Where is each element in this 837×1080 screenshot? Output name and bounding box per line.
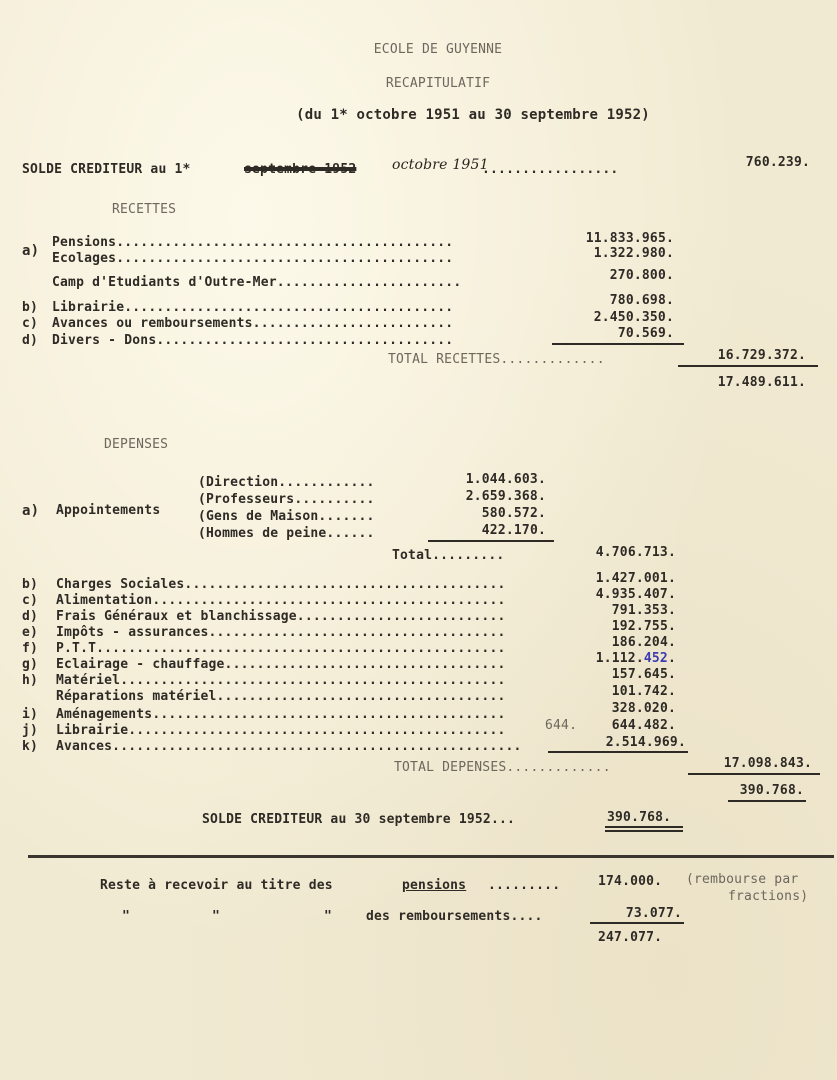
depense-amount: 101.742. [611, 684, 676, 699]
appointements-item-label: (Professeurs.......... [198, 492, 375, 507]
school-name: ECOLE DE GUYENNE [373, 42, 503, 57]
closing-underline-1 [605, 826, 683, 828]
depense-label: Avances................................................... [56, 739, 522, 754]
opening-balance-struck: septembre 1952 [244, 162, 357, 177]
depense-amount: 2.514.969. [605, 735, 686, 750]
appointements-item-label: (Hommes de peine...... [198, 526, 375, 541]
depense-marker: f) [22, 641, 39, 656]
depense-amount: 328.020. [611, 701, 676, 716]
depense-amount: 157.645. [611, 667, 676, 682]
closing-balance-label: SOLDE CREDITEUR au 30 septembre 1952... [202, 812, 516, 827]
recettes-item-label: Ecolages.......................................... [52, 251, 454, 266]
remaining-total: 247.077. [598, 930, 663, 945]
recettes-heading: RECETTES [112, 202, 177, 217]
appointements-total-amount: 4.706.713. [595, 545, 676, 560]
depense-label: Réparations matériel.................................... [56, 689, 506, 704]
depense-amount: 4.935.407. [595, 587, 676, 602]
depense-label: Aménagements............................................ [56, 707, 506, 722]
depense-amount-typed: 1.112. [595, 651, 644, 666]
recettes-item-amount: 70.569. [617, 326, 674, 341]
total-recettes-label: TOTAL RECETTES............. [388, 352, 605, 367]
recettes-item-amount: 780.698. [609, 293, 674, 308]
appointements-item-label: (Direction............ [198, 475, 375, 490]
depense-label: Charges Sociales........................................ [56, 577, 506, 592]
depense-marker: k) [22, 739, 39, 754]
total-depenses-label: TOTAL DEPENSES............. [394, 760, 611, 775]
depenses-difference: 390.768. [739, 783, 804, 798]
depense-label: Matériel................................................ [56, 673, 506, 688]
depenses-underline [548, 751, 688, 753]
remaining-line1-dots: ......... [488, 878, 561, 893]
depense-marker: g) [22, 657, 39, 672]
difference-underline [728, 800, 806, 802]
depense-marker: j) [22, 723, 39, 738]
remaining-line1-note: (rembourse par [686, 872, 799, 887]
ditto-mark: " [212, 909, 221, 924]
depense-amount: 791.353. [611, 603, 676, 618]
depense-label: Frais Généraux et blanchissage.......................... [56, 609, 506, 624]
appointements-label: Appointements [56, 503, 161, 518]
depense-marker: i) [22, 707, 39, 722]
depense-marker: b) [22, 577, 39, 592]
depense-label: P.T.T................................................... [56, 641, 506, 656]
recettes-marker-d: d) [22, 333, 39, 348]
closing-balance-amount: 390.768. [607, 810, 672, 825]
remaining-line2-label: des remboursements.... [366, 909, 543, 924]
ditto-mark: " [122, 909, 131, 924]
opening-balance-label: SOLDE CREDITEUR au 1* [22, 162, 191, 177]
recettes-item-label: Pensions.......................................... [52, 235, 454, 250]
remaining-line1-note2: fractions) [728, 889, 809, 904]
appointements-item-amount: 1.044.603. [465, 472, 546, 487]
recettes-item-amount: 2.450.350. [593, 310, 674, 325]
depense-label: Librairie............................................... [56, 723, 506, 738]
remaining-line1-label: Reste à recevoir au titre des [100, 878, 333, 893]
remaining-line1-amount: 174.000. [598, 874, 663, 889]
total-recettes-underline [678, 365, 818, 367]
appointements-item-label: (Gens de Maison....... [198, 509, 375, 524]
recettes-item-label: Camp d'Etudiants d'Outre-Mer....................... [52, 275, 462, 290]
ditto-mark: " [324, 909, 333, 924]
depense-amount-suffix: . [667, 651, 676, 666]
remaining-underline [590, 922, 684, 924]
depense-marker: e) [22, 625, 39, 640]
recettes-item-label: Avances ou remboursements......................... [52, 316, 454, 331]
period: (du 1* octobre 1951 au 30 septembre 1952) [296, 107, 650, 123]
recettes-item-amount: 270.800. [609, 268, 674, 283]
depense-amount: 1.427.001. [595, 571, 676, 586]
opening-balance-amount: 760.239. [745, 155, 810, 170]
appointements-total-label: Total......... [392, 548, 505, 563]
appointements-item-amount: 422.170. [481, 523, 546, 538]
recettes-marker-a: a) [22, 243, 40, 259]
recettes-item-label: Librairie......................................... [52, 300, 454, 315]
recettes-item-amount: 11.833.965. [585, 231, 674, 246]
total-recettes-amount: 16.729.372. [717, 348, 806, 363]
remaining-line1-word: pensions [402, 878, 467, 893]
remaining-line2-amount: 73.077. [625, 906, 682, 921]
appointements-marker: a) [22, 503, 40, 519]
depense-amount: 186.204. [611, 635, 676, 650]
depenses-heading: DEPENSES [104, 437, 169, 452]
appointements-underline [428, 540, 554, 542]
closing-underline-2 [605, 830, 683, 832]
appointements-item-amount: 2.659.368. [465, 489, 546, 504]
depense-marker: h) [22, 673, 39, 688]
depense-label: Alimentation............................................ [56, 593, 506, 608]
depense-amount [550, 651, 676, 667]
total-depenses-amount: 17.098.843. [723, 756, 812, 771]
opening-balance-handwritten: octobre 1951 [392, 157, 489, 173]
recettes-item-label: Divers - Dons..................................... [52, 333, 454, 348]
opening-balance-dots: ................. [482, 162, 619, 177]
recettes-underline [552, 343, 684, 345]
recettes-marker-b: b) [22, 300, 39, 315]
appointements-item-amount: 580.572. [481, 506, 546, 521]
depense-amount-prefix: 644. [545, 718, 578, 733]
recettes-item-amount: 1.322.980. [593, 246, 674, 261]
depense-amount-ink-correction: 452 [643, 651, 668, 666]
depense-label: Eclairage - chauffage................................... [56, 657, 506, 672]
depense-amount: 192.755. [611, 619, 676, 634]
document-title: RECAPITULATIF [385, 76, 491, 91]
recettes-marker-c: c) [22, 316, 39, 331]
section-separator [28, 855, 834, 858]
depense-marker: d) [22, 609, 39, 624]
grand-total-recettes: 17.489.611. [717, 375, 806, 390]
depense-amount: 644.482. [611, 718, 676, 733]
depense-label: Impôts - assurances..................................... [56, 625, 506, 640]
depense-marker: c) [22, 593, 39, 608]
total-depenses-underline [688, 773, 820, 775]
